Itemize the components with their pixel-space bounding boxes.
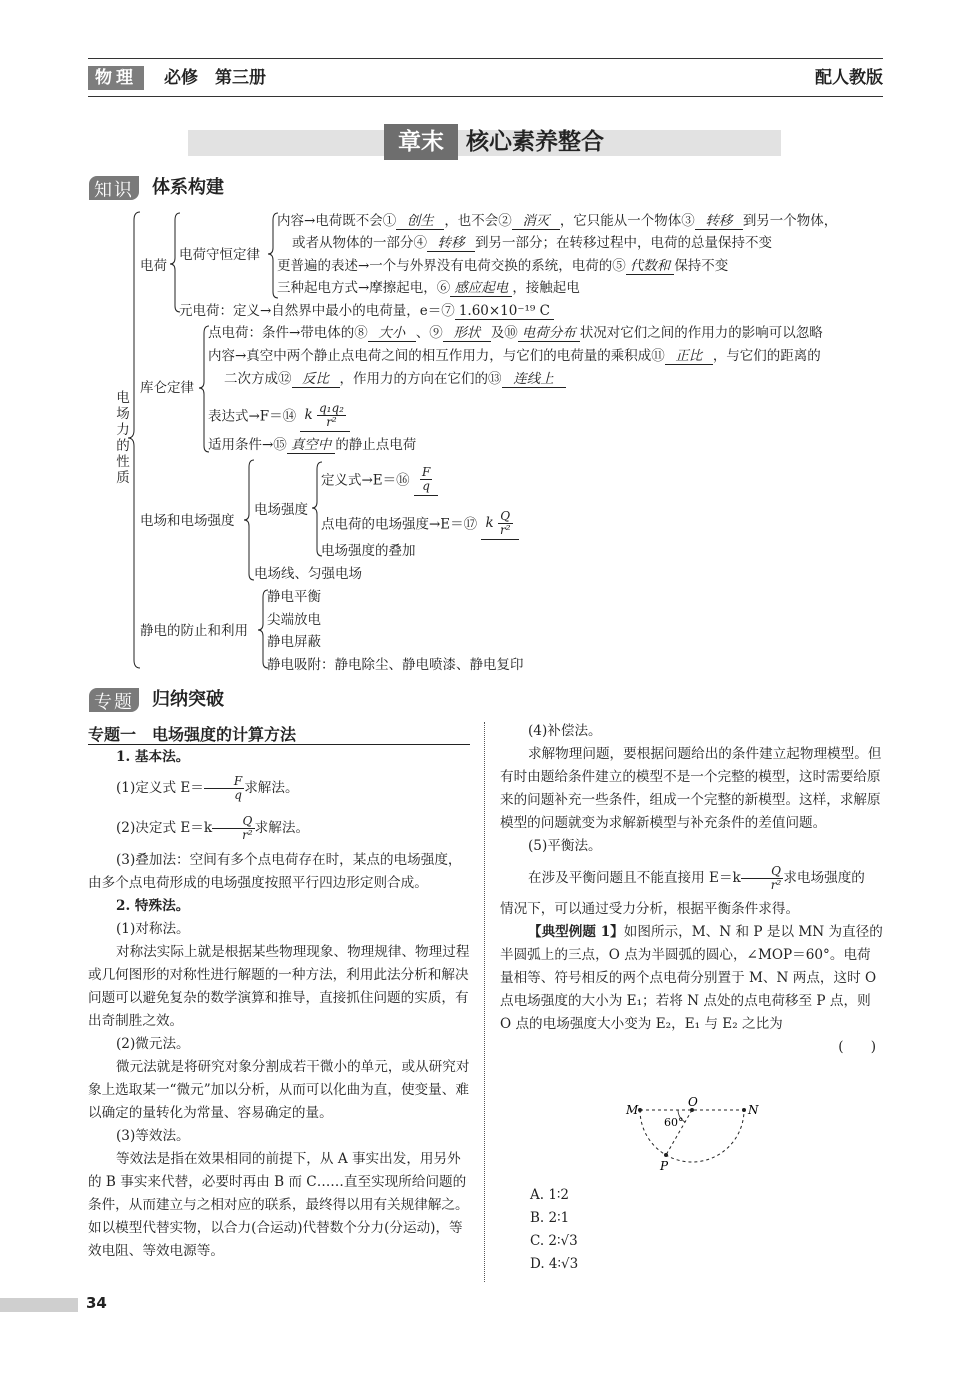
para: (4)补偿法。 (528, 723, 602, 739)
para: (5)平衡法。 (528, 838, 602, 854)
example-para (500, 921, 884, 1036)
blank-9: 形状 (443, 325, 491, 342)
semicircle-arc (640, 1110, 744, 1162)
blank-11: 正比 (665, 348, 713, 365)
text: 二次方成⑫ (224, 371, 292, 387)
para (88, 769, 470, 807)
text: 求电场强度的 (783, 870, 865, 886)
option-c: C. 2∶√3 (530, 1233, 578, 1249)
denominator: r² (242, 828, 253, 842)
denominator: q (234, 788, 242, 802)
para: 求解物理问题，要根据问题给出的条件建立起物理模型。但有时由题给条件建立的模型不是一个完整的模型，这时需要给原来的问题补充一些条件，组成一个完整的新模型。这样，求解原模型的问题就变为求解新模型与补充条件的差值问题。 (500, 746, 882, 831)
text: 或者从物体的一部分④ (292, 235, 427, 251)
k-symbol: k (304, 407, 313, 423)
tree-root-label: 电场力的性质 (116, 390, 130, 486)
label-n: N (748, 1103, 759, 1117)
label-p: P (660, 1159, 669, 1173)
blank-14 (300, 402, 349, 432)
topic-underline (88, 744, 470, 745)
tree-line-e4: 电场线、匀强电场 (254, 566, 362, 582)
numerator: F (421, 465, 431, 479)
node-charge: 电荷 (140, 258, 167, 274)
tree-line-1 (277, 211, 837, 231)
point-n (742, 1108, 746, 1112)
text: 在涉及平衡问题且不能直接用 E＝k (528, 870, 741, 886)
tree-line-e1 (321, 466, 438, 496)
blank-3: 转移 (695, 213, 743, 230)
text: 表达式→F＝⑭ (208, 408, 297, 425)
para: (3)等效法。 (116, 1128, 190, 1144)
point-m (638, 1108, 642, 1112)
text: 及⑩ (490, 325, 518, 341)
text: 元电荷：定义→自然界中最小的电荷量，e＝⑦ (179, 303, 455, 319)
tree-line-k4 (208, 402, 350, 432)
text: ，与它们的距离的 (712, 348, 821, 364)
numerator: Q (212, 815, 255, 829)
blank-16 (414, 466, 438, 496)
blank-17 (481, 510, 518, 540)
fraction (204, 775, 244, 802)
section-title-topic: 归纳突破 (152, 689, 224, 710)
numerator: Q (498, 510, 513, 524)
para (88, 807, 470, 849)
node-field-and-strength: 电场和电场强度 (140, 513, 235, 529)
text: (1)定义式 E＝ (116, 780, 204, 796)
node-conservation-law: 电荷守恒定律 (179, 247, 260, 263)
k-symbol: k (485, 515, 494, 531)
edition-label: 配人教版 (815, 68, 883, 88)
tree-line-4 (277, 278, 580, 298)
tree-line-3 (277, 256, 728, 276)
para (88, 746, 470, 769)
label-m: M (626, 1103, 639, 1117)
numerator: F (204, 775, 244, 789)
tree-line-k3 (224, 369, 566, 389)
text: 内容→真空中两个静止点电荷之间的相互作用力，与它们的电荷量的乘积成⑪ (208, 348, 665, 364)
book-title: 必修 第三册 (164, 68, 266, 88)
label-o: O (688, 1096, 698, 1109)
blank-15: 真空中 (287, 437, 336, 454)
node-field-strength: 电场强度 (254, 502, 308, 518)
tree-line-e2 (321, 510, 519, 540)
blank-4: 转移 (427, 235, 475, 252)
coulomb-fraction (317, 402, 346, 429)
text: ，它只能从一个物体③ (559, 213, 695, 229)
blank-5: 代数和 (626, 258, 675, 275)
tree-line-k1 (208, 323, 823, 343)
text: 到另一部分；在转移过程中，电荷的总量保持不变 (475, 235, 772, 251)
text: 的静止点电荷 (335, 437, 417, 453)
tree-line-2 (292, 233, 772, 253)
section-tag-knowledge: 知识 (89, 176, 139, 200)
text: 2. 特殊法。 (116, 898, 190, 914)
semicircle-figure (620, 1096, 780, 1176)
text: 定义式→E＝⑯ (321, 472, 410, 489)
node-electrostatics: 静电的防止和利用 (140, 623, 248, 639)
blank-6: 感应起电 (450, 280, 512, 297)
tree-line-e3: 电场强度的叠加 (321, 543, 416, 559)
right-column (500, 720, 884, 1059)
fraction (741, 865, 784, 892)
blank-7: 1.60×10⁻¹⁹ C (455, 303, 554, 320)
numerator: q₁q₂ (318, 401, 344, 415)
para (500, 858, 884, 898)
text: 求解法。 (254, 820, 310, 836)
blank-13: 连线上 (502, 371, 566, 388)
para: 微元法就是将研究对象分割成若干微小的单元，或从研究对象上选取某一“微元”加以分析，从而可以化曲为直，使变量、难以确定的量转化为常量、容易确定的量。 (88, 1059, 470, 1121)
text: ，作用力的方向在它们的⑬ (339, 371, 502, 387)
left-column (88, 746, 470, 1263)
chapter-title: 核心素养整合 (466, 129, 604, 155)
label-angle: 60° (664, 1116, 684, 1129)
option-d: D. 4∶√3 (530, 1256, 579, 1272)
para: 情况下，可以通过受力分析，根据平衡条件求得。 (500, 901, 800, 917)
para: (1)对称法。 (116, 921, 190, 937)
tree-line-5 (179, 301, 554, 321)
definition-fraction (420, 466, 432, 493)
denominator: q (422, 479, 430, 493)
text: 点电荷的电场强度→E＝⑰ (321, 516, 478, 533)
text: (2)决定式 E＝k (116, 820, 213, 836)
text: ，也不会② (444, 213, 512, 229)
text: 到另一个物体， (742, 213, 838, 229)
page-number-bar (0, 1298, 78, 1312)
node-coulomb-law: 库仑定律 (140, 380, 194, 396)
text: 1. 基本法。 (116, 749, 190, 765)
para: 对称法实际上就是根据某些物理现象、物理规律、物理过程或几何图形的对称性进行解题的一种方法，利用此法分析和解决问题可以避免复杂的数学演算和推导，直接抓住问题的实质，有出奇制胜之效。 (88, 944, 470, 1029)
denominator: r² (326, 415, 337, 429)
column-divider (484, 722, 485, 1282)
blank-12: 反比 (292, 371, 340, 388)
section-title-knowledge: 体系构建 (152, 177, 224, 198)
text: 三种起电方式→摩擦起电，⑥ (277, 280, 451, 296)
blank-1: 创生 (396, 213, 444, 230)
answer-paren: ( ) (838, 1039, 876, 1055)
blank-10: 电荷分布 (518, 325, 580, 342)
blank-2: 消灭 (512, 213, 560, 230)
page-number: 34 (86, 1294, 107, 1312)
denominator: r² (499, 523, 511, 537)
denominator: r² (770, 878, 782, 892)
tree-line-s3: 静电屏蔽 (267, 634, 321, 650)
example-label: 【典型例题 1】 (528, 924, 624, 940)
option-a: A. 1∶2 (530, 1187, 570, 1203)
text: 内容→电荷既不会① (277, 213, 397, 229)
chapter-tag: 章末 (384, 124, 458, 160)
point-p (664, 1153, 668, 1157)
tree-line-s4: 静电吸附：静电除尘、静电喷漆、静电复印 (267, 657, 524, 673)
para: (3)叠加法：空间有多个点电荷存在时，某点的电场强度，由多个点电荷形成的电场强度按照平行四边形定则合成。 (88, 852, 462, 891)
text: 更普遍的表述→一个与外界没有电荷交换的系统，电荷的⑤ (277, 258, 626, 274)
text: ，接触起电 (512, 280, 580, 296)
text: 适用条件→⑮ (208, 437, 287, 453)
tree-line-k2 (208, 346, 821, 366)
section-tag-topic: 专题 (89, 688, 139, 712)
text: 保持不变 (674, 258, 729, 274)
tree-line-s1: 静电平衡 (267, 589, 321, 605)
topic-heading: 专题一 电场强度的计算方法 (88, 725, 297, 744)
numerator: Q (741, 865, 784, 879)
tree-line-s2: 尖端放电 (267, 612, 321, 628)
text: 、⑨ (415, 325, 443, 341)
fraction (212, 815, 255, 842)
options (530, 1184, 578, 1276)
tree-line-k5 (208, 435, 416, 455)
point-charge-fraction (498, 510, 513, 537)
para (88, 895, 470, 918)
para: (2)微元法。 (116, 1036, 190, 1052)
text: 状况对它们之间的作用力的影响可以忽略 (579, 325, 823, 341)
subject-badge: 物理 (88, 66, 144, 90)
text: 求解法。 (244, 780, 299, 796)
blank-8: 大小 (368, 325, 416, 342)
example-text: 如图所示，M、N 和 P 是以 MN 为直径的半圆弧上的三点，O 点为半圆弧的圆心，∠MOP＝60°。电荷量相等、符号相反的两个点电荷分别置于 M、N 两点，这时 O 点电场强度的大小为 E₁；若将 N 点处的点电荷移至 P 点，则 O 点的电场强度大小变为 E₂，E₁ 与 E₂ 之比为 (500, 924, 883, 1032)
text: 点电荷：条件→带电体的⑧ (208, 325, 368, 341)
para: 等效法是指在效果相同的前提下，从 A 事实出发，用另外的 B 事实来代替，必要时再由 B 而 C……直至实现所给问题的条件，从而建立与之相对应的联系，最终得以用有关规律解之。如以模型代替实物，以合力(合运动)代替数个分力(分运动)，等效电阻、等效电源等。 (88, 1151, 469, 1259)
option-b: B. 2∶1 (530, 1210, 570, 1226)
